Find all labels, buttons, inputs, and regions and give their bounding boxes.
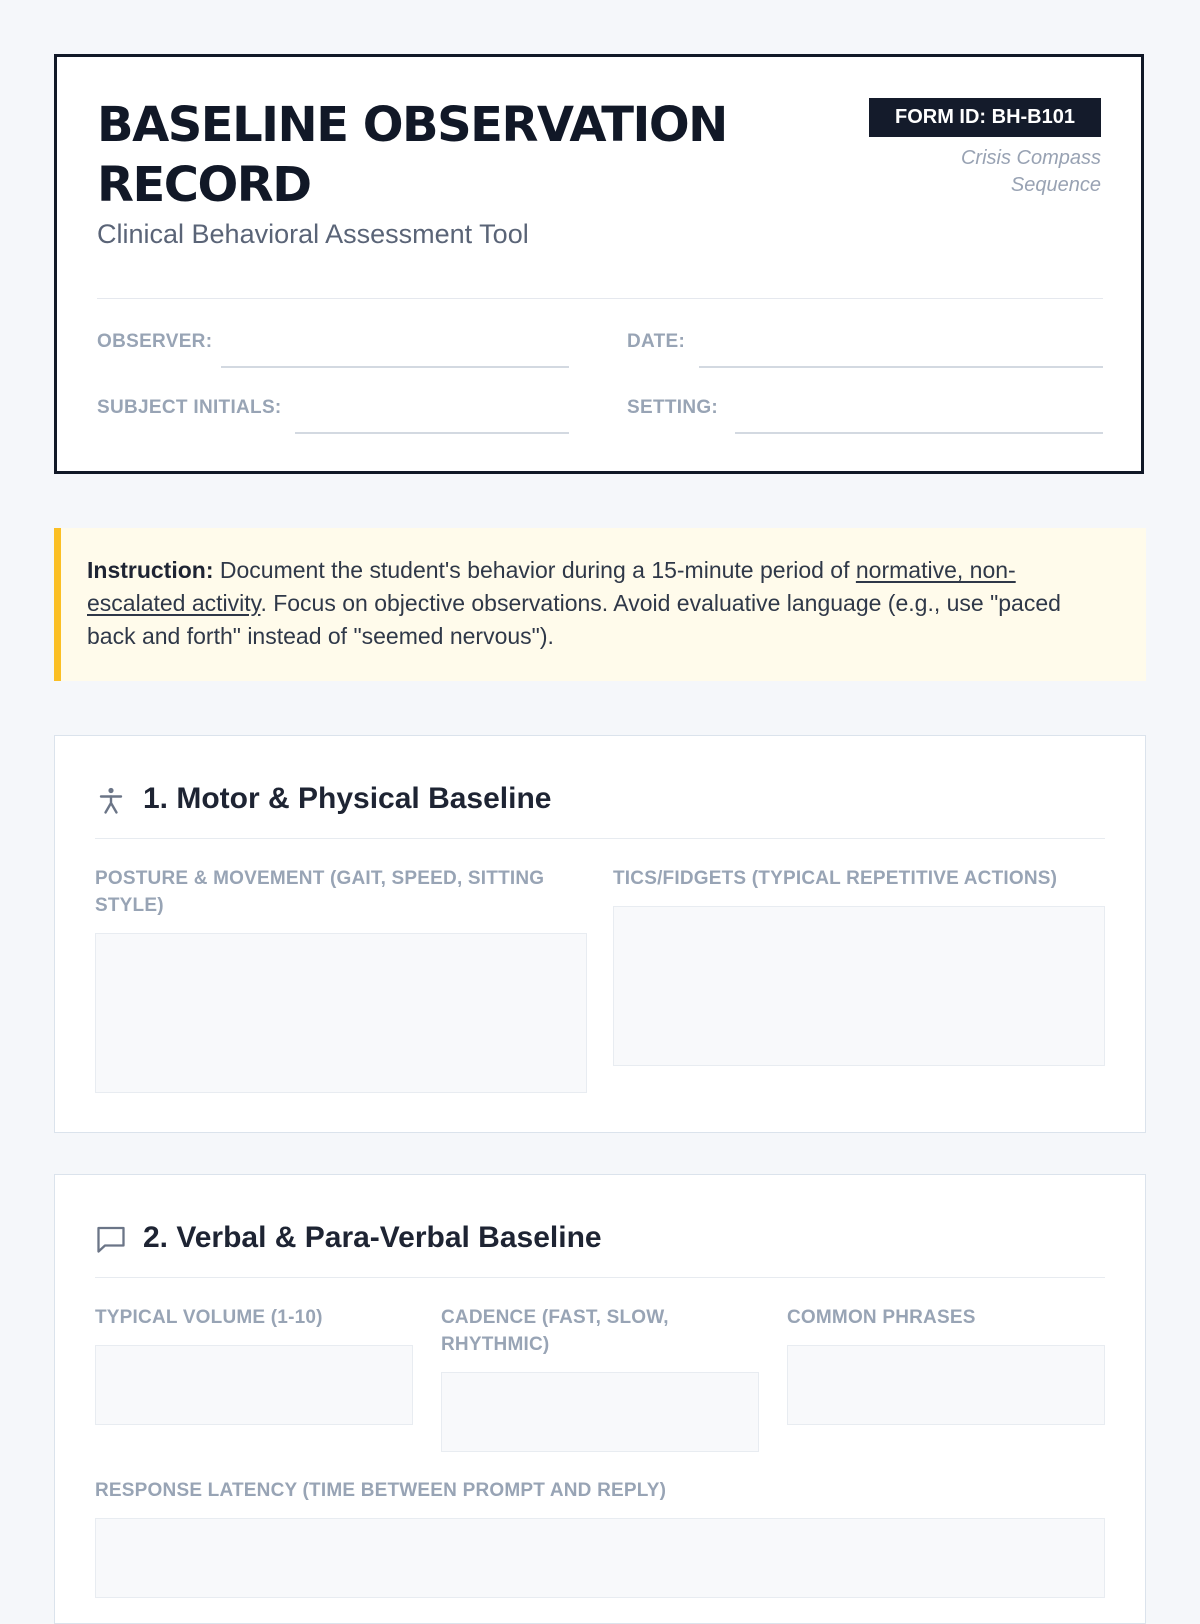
instruction-text-before: Document the student's behavior during a 15-minute period of xyxy=(213,557,856,583)
section-divider xyxy=(95,1277,1105,1278)
setting-field[interactable] xyxy=(735,432,1103,434)
typical-volume-field[interactable] xyxy=(95,1345,413,1425)
typical-volume-label: TYPICAL VOLUME (1-10) xyxy=(95,1307,323,1328)
cadence-label: CADENCE (FAST, SLOW, RHYTHMIC) xyxy=(441,1307,669,1355)
observer-field[interactable] xyxy=(221,366,569,368)
date-label: DATE: xyxy=(627,331,686,352)
page-subtitle: Clinical Behavioral Assessment Tool xyxy=(97,219,529,249)
instruction-callout xyxy=(54,528,1146,681)
subject-initials-label: SUBJECT INITIALS: xyxy=(97,397,282,418)
subject-initials-field[interactable] xyxy=(295,432,569,434)
sequence-label: Crisis Compass Sequence xyxy=(960,147,1101,196)
instruction-emphasis: normative, non-escalated activity xyxy=(87,557,1016,616)
posture-movement-field[interactable] xyxy=(95,933,587,1093)
section-motor-physical xyxy=(54,735,1146,1133)
speech-bubble-icon xyxy=(95,1223,127,1255)
common-phrases-field[interactable] xyxy=(787,1345,1105,1425)
section-title: 2. Verbal & Para-Verbal Baseline xyxy=(143,1221,602,1254)
tics-fidgets-label: TICS/FIDGETS (TYPICAL REPETITIVE ACTIONS) xyxy=(613,868,1058,889)
instruction-text-after: . Focus on objective observations. Avoid evaluative language (e.g., use "paced back and forth" instead of "seemed nervous"). xyxy=(87,590,1061,649)
posture-movement-label: POSTURE & MOVEMENT (GAIT, SPEED, SITTING STYLE) xyxy=(95,868,545,916)
response-latency-label: RESPONSE LATENCY (TIME BETWEEN PROMPT AND REPLY) xyxy=(95,1480,667,1501)
header-card xyxy=(54,54,1144,474)
form-id-badge: FORM ID: BH-B101 xyxy=(869,98,1101,137)
section-verbal-paraverbal xyxy=(54,1174,1146,1624)
section-title: 1. Motor & Physical Baseline xyxy=(143,782,552,815)
observer-label: OBSERVER: xyxy=(97,331,213,352)
tics-fidgets-field[interactable] xyxy=(613,906,1105,1066)
section-divider xyxy=(95,838,1105,839)
response-latency-field[interactable] xyxy=(95,1518,1105,1598)
date-field[interactable] xyxy=(699,366,1103,368)
instruction-lead: Instruction: xyxy=(87,557,214,583)
person-icon xyxy=(95,784,127,816)
header-divider xyxy=(97,298,1103,299)
setting-label: SETTING: xyxy=(627,397,719,418)
common-phrases-label: COMMON PHRASES xyxy=(787,1307,976,1328)
cadence-field[interactable] xyxy=(441,1372,759,1452)
page-title: BASELINE OBSERVATION RECORD xyxy=(97,97,727,213)
